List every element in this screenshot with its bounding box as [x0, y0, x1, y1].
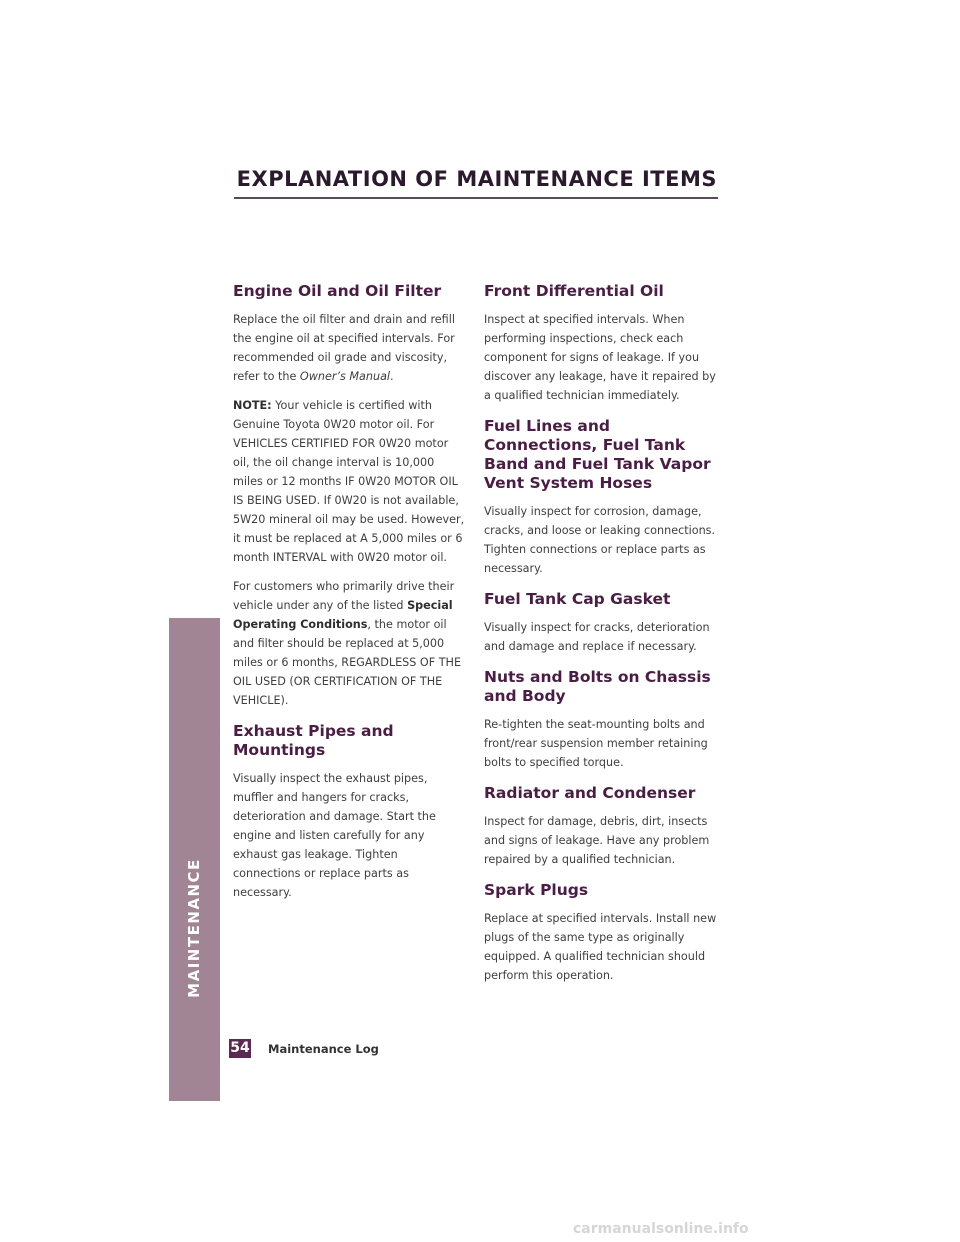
owners-manual-ref: Owner’s Manual [299, 370, 391, 383]
section-heading-fuel-cap: Fuel Tank Cap Gasket [484, 590, 671, 608]
special-conditions-text-end: , the motor oil and filter should be replaced at 5,000 miles or 6 months, REGARDLESS OF THE OIL USED (OR CERTIFICATION OF THE VEHICLE). [233, 618, 462, 707]
section-heading-engine-oil: Engine Oil and Oil Filter [233, 282, 442, 300]
sidebar-label: MAINTENANCE [185, 858, 203, 998]
section-heading-fuel-lines: Fuel Lines and Connections, Fuel Tank Band and Fuel Tank Vapor Vent System Hoses [484, 417, 711, 492]
engine-oil-text: Replace the oil filter and drain and refill the engine oil at specified intervals. For recommended oil grade and viscosity, refer to the [233, 313, 455, 383]
engine-oil-note [233, 396, 466, 567]
section-heading-front-differential: Front Differential Oil [484, 282, 664, 300]
sidebar-tab [169, 618, 220, 1101]
section-heading-nuts-bolts: Nuts and Bolts on Chassis and Body [484, 668, 711, 705]
engine-oil-paragraph [233, 310, 466, 386]
engine-oil-text-end: . [390, 370, 394, 383]
section-heading-radiator: Radiator and Condenser [484, 784, 696, 802]
nuts-bolts-paragraph: Re-tighten the seat-mounting bolts and front/rear suspension member retaining bolts to specified torque. [484, 718, 708, 769]
special-conditions-text: For customers who primarily drive their vehicle under any of the listed [233, 580, 455, 612]
sidebar-label-wrap [169, 618, 220, 1101]
page-number-badge: 54 [230, 1040, 250, 1056]
footer-section-label: Maintenance Log [268, 1042, 379, 1056]
watermark: carmanualsonline.info [573, 1221, 749, 1237]
exhaust-paragraph: Visually inspect the exhaust pipes, muffler and hangers for cracks, deterioration and damage. Start the engine and listen carefully for any exhaust gas leakage. Tighten connections or replace parts as necessary. [233, 772, 436, 899]
header-divider [234, 197, 718, 199]
note-label: NOTE: [233, 399, 272, 412]
section-heading-spark-plugs: Spark Plugs [484, 881, 589, 899]
special-conditions-label: Special Operating Conditions [233, 599, 453, 631]
page-title: EXPLANATION OF MAINTENANCE ITEMS [236, 167, 717, 191]
spark-plugs-paragraph: Replace at specified intervals. Install new plugs of the same type as originally equipped. A qualified technician should perform this operation. [484, 912, 717, 982]
fuel-cap-paragraph: Visually inspect for cracks, deterioration and damage and replace if necessary. [484, 621, 710, 653]
fuel-lines-paragraph: Visually inspect for corrosion, damage, cracks, and loose or leaking connections. Tighten connections or replace parts as necessary. [484, 505, 716, 575]
right-column [484, 282, 718, 995]
special-conditions-paragraph [233, 577, 466, 710]
section-heading-exhaust: Exhaust Pipes and Mountings [233, 722, 394, 759]
note-text: Your vehicle is certified with Genuine Toyota 0W20 motor oil. For VEHICLES CERTIFIED FOR 0W20 motor oil, the oil change interval is 10,000 miles or 12 months IF 0W20 MOTOR OIL IS BEING USED. If 0W20 is not available, 5W20 mineral oil may be used. However, it must be replaced at A 5,000 miles or 6 month INTERVAL with 0W20 motor oil. [233, 399, 465, 564]
front-differential-paragraph: Inspect at specified intervals. When performing inspections, check each component for signs of leakage. If you discover any leakage, have it repaired by a qualified technician immediately. [484, 313, 716, 402]
left-column [233, 282, 466, 912]
radiator-paragraph: Inspect for damage, debris, dirt, insects and signs of leakage. Have any problem repaired by a qualified technician. [484, 815, 710, 866]
